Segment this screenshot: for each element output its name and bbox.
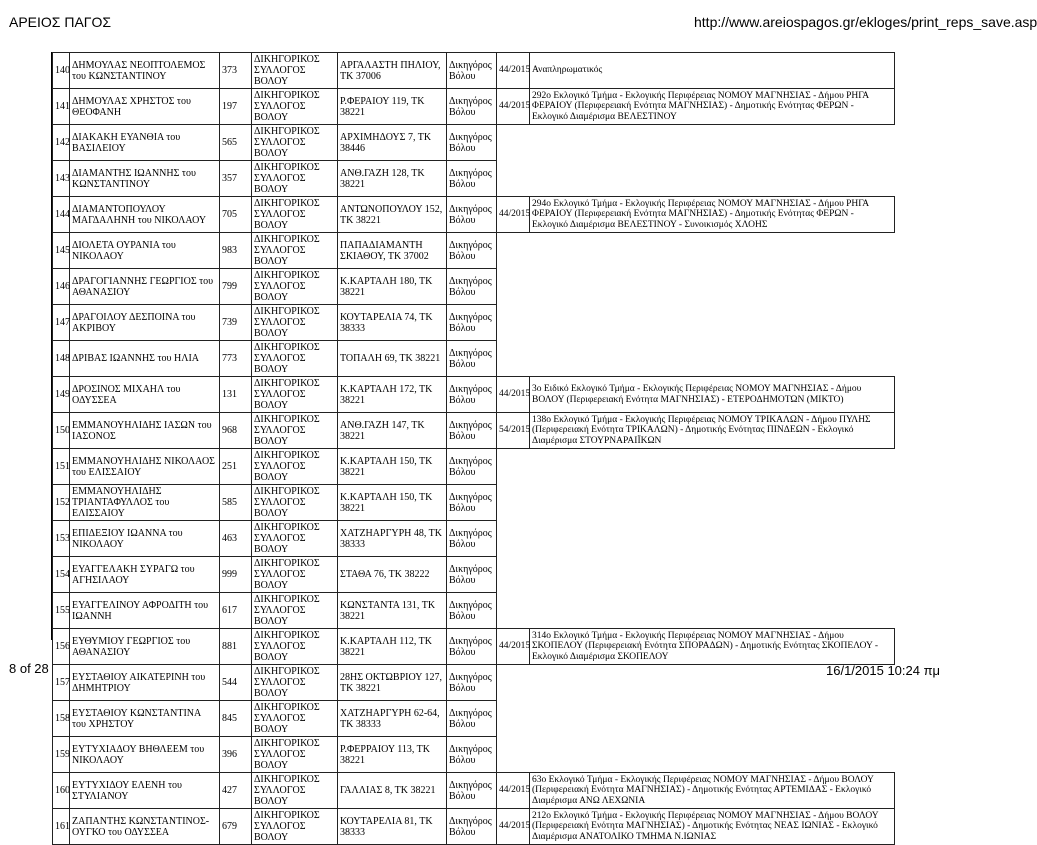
polling-station [530,557,895,593]
bar-association-line1: ΔΙΚΗΓΟΡΙΚΟΣ [254,558,320,569]
profession [447,773,497,809]
polling-station [530,161,895,197]
table-row [53,629,895,665]
profession-line1: Δικηγόρος [449,239,492,251]
table-row [53,593,895,629]
profession [447,701,497,737]
profession-line2: Βόλου [449,430,476,442]
table-row [53,773,895,809]
polling-station: 63ο Εκλογικό Τμήμα - Εκλογικής Περιφέρειας ΝΟΜΟΥ ΜΑΓΝΗΣΙΑΣ - Δήμου ΒΟΛΟΥ (Περιφερειακή Ενότητα ΜΑΓΝΗΣΙΑΣ) - Δημοτικής Ενότητας ΑΡΤΕΜΙΔΑΣ - Εκλογικό Διαμέρισμα ΑΝΩ ΛΕΧΩΝΙΑ [530,773,895,809]
profession [447,233,497,269]
row-number: 152 [53,485,70,521]
row-number: 150 [53,413,70,449]
attorney-name: ΕΜΜΑΝΟΥΗΛΙΔΗΣ ΤΡΙΑΝΤΑΦΥΛΛΟΣ του ΕΛΙΣΣΑΙΟΥ [70,485,220,521]
table-row [53,737,895,773]
address: ΧΑΤΖΗΑΡΓΥΡΗ 48, ΤΚ 38333 [338,521,447,557]
bar-association-line2: ΣΥΛΛΟΓΟΣ ΒΟΛΟΥ [254,821,306,843]
registry-number: 463 [220,521,252,557]
table-row [53,701,895,737]
profession-line2: Βόλου [449,538,476,550]
bar-association-line2: ΣΥΛΛΟΓΟΣ ΒΟΛΟΥ [254,137,306,159]
profession-line1: Δικηγόρος [449,275,492,287]
bar-association-line1: ΔΙΚΗΓΟΡΙΚΟΣ [254,810,320,821]
bar-association-line1: ΔΙΚΗΓΟΡΙΚΟΣ [254,414,320,425]
profession [447,161,497,197]
decision-number [497,125,530,161]
row-number: 144 [53,197,70,233]
address: Κ.ΚΑΡΤΑΛΗ 172, ΤΚ 38221 [338,377,447,413]
profession-line1: Δικηγόρος [449,635,492,647]
polling-station [530,701,895,737]
table-row [53,269,895,305]
table-row [53,485,895,521]
profession-line2: Βόλου [449,214,476,226]
bar-association-line1: ΔΙΚΗΓΟΡΙΚΟΣ [254,90,320,101]
profession [447,341,497,377]
address: ΑΝΘ.ΓΑΖΗ 147, ΤΚ 38221 [338,413,447,449]
bar-association-line2: ΣΥΛΛΟΓΟΣ ΒΟΛΟΥ [254,749,306,771]
bar-association-line1: ΔΙΚΗΓΟΡΙΚΟΣ [254,270,320,281]
bar-association-line1: ΔΙΚΗΓΟΡΙΚΟΣ [254,666,320,677]
attorney-name: ΔΙΑΚΑΚΗ ΕΥΑΝΘΙΑ του ΒΑΣΙΛΕΙΟΥ [70,125,220,161]
profession-line1: Δικηγόρος [449,167,492,179]
profession-line2: Βόλου [449,322,476,334]
address: ΚΟΥΤΑΡΕΛΙΑ 74, ΤΚ 38333 [338,305,447,341]
row-number: 161 [53,809,70,845]
bar-association-line1: ΔΙΚΗΓΟΡΙΚΟΣ [254,198,320,209]
address: ΠΑΠΑΔΙΑΜΑΝΤΗ ΣΚΙΑΘΟΥ, ΤΚ 37002 [338,233,447,269]
decision-number [497,341,530,377]
bar-association [252,161,338,197]
bar-association [252,521,338,557]
address: ΣΤΑΘΑ 76, ΤΚ 38222 [338,557,447,593]
bar-association-line2: ΣΥΛΛΟΓΟΣ ΒΟΛΟΥ [254,389,306,411]
decision-number: 44/2015 [497,629,530,665]
bar-association-line1: ΔΙΚΗΓΟΡΙΚΟΣ [254,378,320,389]
bar-association-line1: ΔΙΚΗΓΟΡΙΚΟΣ [254,486,320,497]
polling-station: 292ο Εκλογικό Τμήμα - Εκλογικής Περιφέρειας ΝΟΜΟΥ ΜΑΓΝΗΣΙΑΣ - Δήμου ΡΗΓΑ ΦΕΡΑΙΟΥ (Περιφερειακή Ενότητα ΜΑΓΝΗΣΙΑΣ) - Δημοτικής Ενότητας ΦΕΡΩΝ - Εκλογικό Διαμέρισμα ΒΕΛΕΣΤΙΝΟΥ [530,89,895,125]
row-number: 148 [53,341,70,377]
profession [447,269,497,305]
bar-association [252,449,338,485]
table-row [53,557,895,593]
bar-association-line1: ΔΙΚΗΓΟΡΙΚΟΣ [254,342,320,353]
registry-number: 739 [220,305,252,341]
profession-line2: Βόλου [449,718,476,730]
profession-line1: Δικηγόρος [449,203,492,215]
registry-number: 705 [220,197,252,233]
decision-number [497,737,530,773]
profession-line1: Δικηγόρος [449,563,492,575]
profession [447,593,497,629]
bar-association [252,557,338,593]
profession-line2: Βόλου [449,70,476,82]
profession [447,413,497,449]
polling-station: 3ο Ειδικό Εκλογικό Τμήμα - Εκλογικής Περιφέρειας ΝΟΜΟΥ ΜΑΓΝΗΣΙΑΣ - Δήμου ΒΟΛΟΥ (Περιφερειακή Ενότητα ΜΑΓΝΗΣΙΑΣ) - ΕΤΕΡΟΔΗΜΟΤΩΝ (ΜΙΚΤΟ) [530,377,895,413]
decision-number: 44/2015 [497,89,530,125]
bar-association [252,593,338,629]
row-number: 157 [53,665,70,701]
attorney-name: ΔΡΑΓΟΓΙΑΝΝΗΣ ΓΕΩΡΓΙΟΣ του ΑΘΑΝΑΣΙΟΥ [70,269,220,305]
registry-number: 131 [220,377,252,413]
bar-association-line2: ΣΥΛΛΟΓΟΣ ΒΟΛΟΥ [254,281,306,303]
table-row [53,53,895,89]
profession-line1: Δικηγόρος [449,815,492,827]
row-number: 153 [53,521,70,557]
profession-line1: Δικηγόρος [449,383,492,395]
table-row [53,125,895,161]
address: ΧΑΤΖΗΑΡΓΥΡΗ 62-64, ΤΚ 38333 [338,701,447,737]
decision-number [497,233,530,269]
registry-number: 845 [220,701,252,737]
row-number: 149 [53,377,70,413]
bar-association-line1: ΔΙΚΗΓΟΡΙΚΟΣ [254,450,320,461]
bar-association [252,773,338,809]
decision-number [497,521,530,557]
table-row [53,89,895,125]
address: Ρ.ΦΕΡΑΙΟΥ 119, ΤΚ 38221 [338,89,447,125]
decision-number [497,593,530,629]
bar-association [252,233,338,269]
decision-number: 44/2015 [497,773,530,809]
bar-association-line2: ΣΥΛΛΟΓΟΣ ΒΟΛΟΥ [254,425,306,447]
row-number: 160 [53,773,70,809]
bar-association-line2: ΣΥΛΛΟΓΟΣ ΒΟΛΟΥ [254,605,306,627]
registry-number: 427 [220,773,252,809]
bar-association-line2: ΣΥΛΛΟΓΟΣ ΒΟΛΟΥ [254,677,306,699]
decision-number: 44/2015 [497,377,530,413]
bar-association-line1: ΔΙΚΗΓΟΡΙΚΟΣ [254,522,320,533]
row-number: 142 [53,125,70,161]
decision-number: 54/2015 [497,413,530,449]
attorney-name: ΕΥΤΥΧΙΑΔΟΥ ΒΗΘΛΕΕΜ του ΝΙΚΟΛΑΟΥ [70,737,220,773]
profession-line2: Βόλου [449,790,476,802]
decision-number [497,269,530,305]
attorney-name: ΔΙΑΜΑΝΤΟΠΟΥΛΟΥ ΜΑΓΔΑΛΗΝΗ του ΝΙΚΟΛΑΟΥ [70,197,220,233]
print-datetime: 16/1/2015 10:24 πμ [826,663,941,678]
bar-association [252,485,338,521]
address: ΑΝΘ.ΓΑΖΗ 128, ΤΚ 38221 [338,161,447,197]
bar-association-line2: ΣΥΛΛΟΓΟΣ ΒΟΛΟΥ [254,713,306,735]
bar-association-line2: ΣΥΛΛΟΓΟΣ ΒΟΛΟΥ [254,101,306,123]
bar-association-line2: ΣΥΛΛΟΓΟΣ ΒΟΛΟΥ [254,209,306,231]
row-number: 141 [53,89,70,125]
profession-line1: Δικηγόρος [449,779,492,791]
document-header-title: ΑΡΕΙΟΣ ΠΑΓΟΣ [9,14,112,30]
row-number: 145 [53,233,70,269]
row-number: 155 [53,593,70,629]
attorney-name: ΕΥΑΓΓΕΛΙΝΟΥ ΑΦΡΟΔΙΤΗ του ΙΩΑΝΝΗ [70,593,220,629]
bar-association-line2: ΣΥΛΛΟΓΟΣ ΒΟΛΟΥ [254,317,306,339]
profession-line2: Βόλου [449,574,476,586]
profession [447,809,497,845]
registry-number: 773 [220,341,252,377]
bar-association-line1: ΔΙΚΗΓΟΡΙΚΟΣ [254,126,320,137]
profession-line2: Βόλου [449,682,476,694]
bar-association-line1: ΔΙΚΗΓΟΡΙΚΟΣ [254,702,320,713]
polling-station [530,737,895,773]
page-counter: 8 of 28 [9,661,49,676]
address: Ρ.ΦΕΡΡΑΙΟΥ 113, ΤΚ 38221 [338,737,447,773]
bar-association [252,701,338,737]
table-row [53,233,895,269]
attorney-name: ΔΙΑΜΑΝΤΗΣ ΙΩΑΝΝΗΣ του ΚΩΝΣΤΑΝΤΙΝΟΥ [70,161,220,197]
profession [447,53,497,89]
profession-line2: Βόλου [449,106,476,118]
polling-station [530,521,895,557]
polling-station: 138ο Εκλογικό Τμήμα - Εκλογικής Περιφέρειας ΝΟΜΟΥ ΤΡΙΚΑΛΩΝ - Δήμου ΠΥΛΗΣ (Περιφερειακή Ενότητα ΤΡΙΚΑΛΩΝ) - Δημοτικής Ενότητας ΠΙΝΔΕΩΝ - Εκλογικό Διαμέρισμα ΣΤΟΥΡΝΑΡΑΙΪΚΩΝ [530,413,895,449]
address: ΚΟΥΤΑΡΕΛΙΑ 81, ΤΚ 38333 [338,809,447,845]
decision-number [497,305,530,341]
table-row [53,305,895,341]
decision-number [497,665,530,701]
decision-number [497,449,530,485]
profession-line1: Δικηγόρος [449,59,492,71]
registry-number: 679 [220,809,252,845]
bar-association-line2: ΣΥΛΛΟΓΟΣ ΒΟΛΟΥ [254,245,306,267]
profession [447,89,497,125]
table-row [53,665,895,701]
attorney-name: ΔΡΙΒΑΣ ΙΩΑΝΝΗΣ του ΗΛΙΑ [70,341,220,377]
bar-association-line1: ΔΙΚΗΓΟΡΙΚΟΣ [254,162,320,173]
profession-line1: Δικηγόρος [449,311,492,323]
bar-association [252,197,338,233]
profession-line2: Βόλου [449,754,476,766]
attorney-name: ΔΡΑΓΟΙΛΟΥ ΔΕΣΠΟΙΝΑ του ΑΚΡΙΒΟΥ [70,305,220,341]
profession-line1: Δικηγόρος [449,599,492,611]
registry-number: 585 [220,485,252,521]
bar-association-line2: ΣΥΛΛΟΓΟΣ ΒΟΛΟΥ [254,353,306,375]
attorney-name: ΕΠΙΔΕΞΙΟΥ ΙΩΑΝΝΑ του ΝΙΚΟΛΑΟΥ [70,521,220,557]
address: ΑΡΓΑΛΑΣΤΗ ΠΗΛΙΟΥ, ΤΚ 37006 [338,53,447,89]
row-number: 156 [53,629,70,665]
decision-number: 44/2015 [497,197,530,233]
bar-association-line1: ΔΙΚΗΓΟΡΙΚΟΣ [254,54,320,65]
candidates-table [52,52,895,845]
profession [447,521,497,557]
bar-association-line2: ΣΥΛΛΟΓΟΣ ΒΟΛΟΥ [254,569,306,591]
registry-number: 799 [220,269,252,305]
bar-association-line2: ΣΥΛΛΟΓΟΣ ΒΟΛΟΥ [254,173,306,195]
attorney-name: ΕΥΑΓΓΕΛΑΚΗ ΣΥΡΑΓΩ του ΑΓΗΣΙΛΑΟΥ [70,557,220,593]
profession-line1: Δικηγόρος [449,95,492,107]
address: ΑΝΤΩΝΟΠΟΥΛΟΥ 152, ΤΚ 38221 [338,197,447,233]
polling-station [530,125,895,161]
registry-number: 983 [220,233,252,269]
profession-line2: Βόλου [449,178,476,190]
profession-line1: Δικηγόρος [449,455,492,467]
bar-association-line2: ΣΥΛΛΟΓΟΣ ΒΟΛΟΥ [254,461,306,483]
bar-association-line2: ΣΥΛΛΟΓΟΣ ΒΟΛΟΥ [254,641,306,663]
polling-station [530,305,895,341]
registry-number: 968 [220,413,252,449]
bar-association [252,53,338,89]
profession-line2: Βόλου [449,826,476,838]
profession-line2: Βόλου [449,250,476,262]
profession-line2: Βόλου [449,358,476,370]
decision-number: 44/2015 [497,809,530,845]
bar-association [252,665,338,701]
profession-line2: Βόλου [449,466,476,478]
profession-line2: Βόλου [449,610,476,622]
profession-line1: Δικηγόρος [449,707,492,719]
bar-association [252,89,338,125]
address: Κ.ΚΑΡΤΑΛΗ 112, ΤΚ 38221 [338,629,447,665]
attorney-name: ΕΥΘΥΜΙΟΥ ΓΕΩΡΓΙΟΣ του ΑΘΑΝΑΣΙΟΥ [70,629,220,665]
polling-station [530,233,895,269]
decision-number [497,701,530,737]
bar-association [252,269,338,305]
attorney-name: ΖΑΠΑΝΤΗΣ ΚΩΝΣΤΑΝΤΙΝΟΣ-ΟΥΓΚΟ του ΟΔΥΣΣΕΑ [70,809,220,845]
profession [447,557,497,593]
bar-association-line1: ΔΙΚΗΓΟΡΙΚΟΣ [254,774,320,785]
bar-association-line2: ΣΥΛΛΟΓΟΣ ΒΟΛΟΥ [254,65,306,87]
row-number: 158 [53,701,70,737]
table-row [53,161,895,197]
table-row [53,197,895,233]
attorney-name: ΕΜΜΑΝΟΥΗΛΙΔΗΣ ΝΙΚΟΛΑΟΣ του ΕΛΙΣΣΑΙΟΥ [70,449,220,485]
attorney-name: ΕΥΤΥΧΙΔΟΥ ΕΛΕΝΗ του ΣΤΥΛΙΑΝΟΥ [70,773,220,809]
bar-association-line1: ΔΙΚΗΓΟΡΙΚΟΣ [254,630,320,641]
profession [447,629,497,665]
profession [447,485,497,521]
registry-number: 999 [220,557,252,593]
profession [447,737,497,773]
registry-number: 197 [220,89,252,125]
address: ΑΡΧΙΜΗΔΟΥΣ 7, ΤΚ 38446 [338,125,447,161]
polling-station: 294ο Εκλογικό Τμήμα - Εκλογικής Περιφέρειας ΝΟΜΟΥ ΜΑΓΝΗΣΙΑΣ - Δήμου ΡΗΓΑ ΦΕΡΑΙΟΥ (Περιφερειακή Ενότητα ΜΑΓΝΗΣΙΑΣ) - Δημοτικής Ενότητας ΦΕΡΩΝ - Εκλογικό Διαμέρισμα ΒΕΛΕΣΤΙΝΟΥ - Συνοικισμός ΧΛΟΗΣ [530,197,895,233]
registry-number: 357 [220,161,252,197]
row-number: 147 [53,305,70,341]
address: ΤΟΠΑΛΗ 69, ΤΚ 38221 [338,341,447,377]
profession-line2: Βόλου [449,646,476,658]
decision-number [497,161,530,197]
polling-station: 314ο Εκλογικό Τμήμα - Εκλογικής Περιφέρειας ΝΟΜΟΥ ΜΑΓΝΗΣΙΑΣ - Δήμου ΣΚΟΠΕΛΟΥ (Περιφερειακή Ενότητα ΣΠΟΡΑΔΩΝ) - Δημοτικής Ενότητας ΣΚΟΠΕΛΟΥ - Εκλογικό Διαμέρισμα ΣΚΟΠΕΛΟΥ [530,629,895,665]
table-row [53,521,895,557]
profession-line1: Δικηγόρος [449,527,492,539]
bar-association-line2: ΣΥΛΛΟΓΟΣ ΒΟΛΟΥ [254,497,306,519]
row-number: 151 [53,449,70,485]
attorney-name: ΔΙΟΛΕΤΑ ΟΥΡΑΝΙΑ του ΝΙΚΟΛΑΟΥ [70,233,220,269]
polling-station [530,341,895,377]
decision-number [497,557,530,593]
profession [447,125,497,161]
polling-station: Αναπληρωματικός [530,53,895,89]
row-number: 146 [53,269,70,305]
bar-association-line1: ΔΙΚΗΓΟΡΙΚΟΣ [254,234,320,245]
registry-number: 373 [220,53,252,89]
row-number: 143 [53,161,70,197]
profession [447,377,497,413]
attorney-name: ΕΥΣΤΑΘΙΟΥ ΚΩΝΣΤΑΝΤΙΝΑ του ΧΡΗΣΤΟΥ [70,701,220,737]
polling-station [530,593,895,629]
profession-line1: Δικηγόρος [449,347,492,359]
attorney-name: ΔΗΜΟΥΛΑΣ ΧΡΗΣΤΟΣ του ΘΕΟΦΑΝΗ [70,89,220,125]
polling-station [530,449,895,485]
bar-association [252,629,338,665]
bar-association [252,341,338,377]
table-row [53,809,895,845]
address: 28ΗΣ ΟΚΤΩΒΡΙΟΥ 127, ΤΚ 38221 [338,665,447,701]
row-number: 140 [53,53,70,89]
address: ΚΩΝΣΤΑΝΤΑ 131, ΤΚ 38221 [338,593,447,629]
profession-line2: Βόλου [449,286,476,298]
attorney-name: ΔΡΟΣΙΝΟΣ ΜΙΧΑΗΛ του ΟΔΥΣΣΕΑ [70,377,220,413]
bar-association-line1: ΔΙΚΗΓΟΡΙΚΟΣ [254,594,320,605]
table-row [53,413,895,449]
registry-number: 251 [220,449,252,485]
registry-number: 881 [220,629,252,665]
profession-line1: Δικηγόρος [449,671,492,683]
profession [447,665,497,701]
attorney-name: ΕΥΣΤΑΘΙΟΥ ΑΙΚΑΤΕΡΙΝΗ του ΔΗΜΗΤΡΙΟΥ [70,665,220,701]
bar-association-line2: ΣΥΛΛΟΓΟΣ ΒΟΛΟΥ [254,533,306,555]
bar-association-line1: ΔΙΚΗΓΟΡΙΚΟΣ [254,738,320,749]
row-number: 154 [53,557,70,593]
table-row [53,377,895,413]
registry-number: 396 [220,737,252,773]
polling-station: 212ο Εκλογικό Τμήμα - Εκλογικής Περιφέρειας ΝΟΜΟΥ ΜΑΓΝΗΣΙΑΣ - Δήμου ΒΟΛΟΥ (Περιφερειακή Ενότητα ΜΑΓΝΗΣΙΑΣ) - Δημοτικής Ενότητας ΝΕΑΣ ΙΩΝΙΑΣ - Εκλογικό Διαμέρισμα ΑΝΑΤΟΛΙΚΟ ΤΜΗΜΑ Ν.ΙΩΝΙΑΣ [530,809,895,845]
bar-association [252,125,338,161]
bar-association-line1: ΔΙΚΗΓΟΡΙΚΟΣ [254,306,320,317]
polling-station [530,485,895,521]
profession-line1: Δικηγόρος [449,131,492,143]
bar-association-line2: ΣΥΛΛΟΓΟΣ ΒΟΛΟΥ [254,785,306,807]
polling-station [530,269,895,305]
registry-number: 544 [220,665,252,701]
bar-association [252,305,338,341]
registry-number: 565 [220,125,252,161]
attorney-name: ΕΜΜΑΝΟΥΗΛΙΔΗΣ ΙΑΣΩΝ του ΙΑΣΟΝΟΣ [70,413,220,449]
row-number: 159 [53,737,70,773]
profession-line1: Δικηγόρος [449,491,492,503]
profession-line1: Δικηγόρος [449,743,492,755]
table-row [53,449,895,485]
address: Κ.ΚΑΡΤΑΛΗ 180, ΤΚ 38221 [338,269,447,305]
profession-line2: Βόλου [449,394,476,406]
document-header-url: http://www.areiospagos.gr/ekloges/print_reps_save.asp [694,14,1037,30]
bar-association [252,737,338,773]
decision-number: 44/2015 [497,53,530,89]
address: ΓΑΛΛΙΑΣ 8, ΤΚ 38221 [338,773,447,809]
profession [447,449,497,485]
address: Κ.ΚΑΡΤΑΛΗ 150, ΤΚ 38221 [338,485,447,521]
profession-line2: Βόλου [449,502,476,514]
profession-line1: Δικηγόρος [449,419,492,431]
bar-association [252,377,338,413]
decision-number [497,485,530,521]
profession [447,197,497,233]
address: Κ.ΚΑΡΤΑΛΗ 150, ΤΚ 38221 [338,449,447,485]
table-row [53,341,895,377]
bar-association [252,413,338,449]
registry-number: 617 [220,593,252,629]
profession [447,305,497,341]
attorney-name: ΔΗΜΟΥΛΑΣ ΝΕΟΠΤΟΛΕΜΟΣ του ΚΩΝΣΤΑΝΤΙΝΟΥ [70,53,220,89]
profession-line2: Βόλου [449,142,476,154]
bar-association [252,809,338,845]
